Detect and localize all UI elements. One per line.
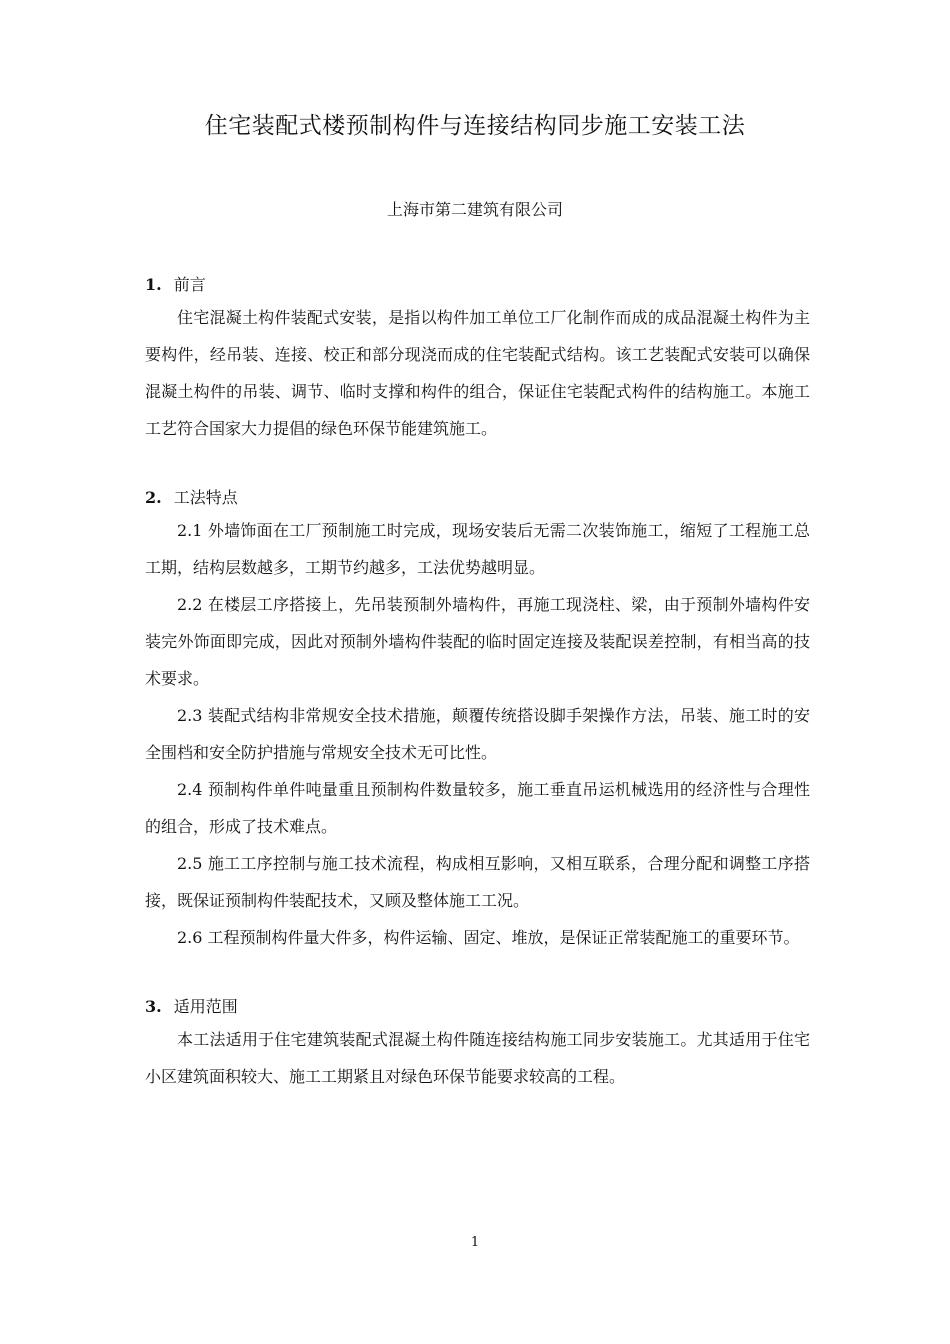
document-title: 住宅装配式楼预制构件与连接结构同步施工安装工法 — [204, 113, 746, 139]
paragraph: 2.1 外墙饰面在工厂预制施工时完成，现场安装后无需二次装饰施工，缩短了工程施工总工期，结构层数越多，工期节约越多，工法优势越明显。 — [145, 521, 810, 577]
section-number: 1. — [145, 275, 162, 294]
section-title: 适用范围 — [173, 997, 238, 1016]
section-scope — [145, 993, 810, 1095]
paragraph: 2.5 施工工序控制与施工技术流程，构成相互影响，又相互联系，合理分配和调整工序搭接，既保证预制构件装配技术，又顾及整体施工工况。 — [145, 854, 810, 910]
section-heading — [145, 993, 810, 1021]
section-title: 前言 — [173, 275, 206, 294]
section-number: 3. — [145, 997, 162, 1016]
section-preface — [145, 271, 810, 447]
page-number: 1 — [470, 1235, 480, 1250]
author-line: 上海市第二建筑有限公司 — [386, 200, 563, 219]
paragraph: 2.6 工程预制构件量大件多，构件运输、固定、堆放，是保证正常装配施工的重要环节。 — [177, 928, 800, 947]
paragraph: 住宅混凝土构件装配式安装，是指以构件加工单位工厂化制作而成的成品混凝土构件为主要构件，经吊装、连接、校正和部分现浇而成的住宅装配式结构。该工艺装配式安装可以确保混凝土构件的吊装、调节、临时支撑和构件的组合，保证住宅装配式构件的结构施工。本施工工艺符合国家大力提倡的绿色环保节能建筑施工。 — [145, 308, 810, 438]
paragraph: 2.4 预制构件单件吨量重且预制构件数量较多，施工垂直吊运机械选用的经济性与合理性的组合，形成了技术难点。 — [145, 780, 810, 836]
section-heading — [145, 271, 810, 299]
paragraph: 2.2 在楼层工序搭接上，先吊装预制外墙构件，再施工现浇柱、梁，由于预制外墙构件安装完外饰面即完成，因此对预制外墙构件装配的临时固定连接及装配误差控制，有相当高的技术要求。 — [145, 595, 810, 688]
section-features — [145, 484, 810, 956]
paragraph: 2.3 装配式结构非常规安全技术措施，颠覆传统搭设脚手架操作方法，吊装、施工时的安全围档和安全防护措施与常规安全技术无可比性。 — [145, 706, 810, 762]
section-heading — [145, 484, 810, 512]
paragraph: 本工法适用于住宅建筑装配式混凝土构件随连接结构施工同步安装施工。尤其适用于住宅小区建筑面积较大、施工工期紧且对绿色环保节能要求较高的工程。 — [145, 1030, 810, 1086]
document-body — [145, 271, 810, 1095]
section-number: 2. — [145, 488, 162, 507]
section-title: 工法特点 — [173, 488, 238, 507]
